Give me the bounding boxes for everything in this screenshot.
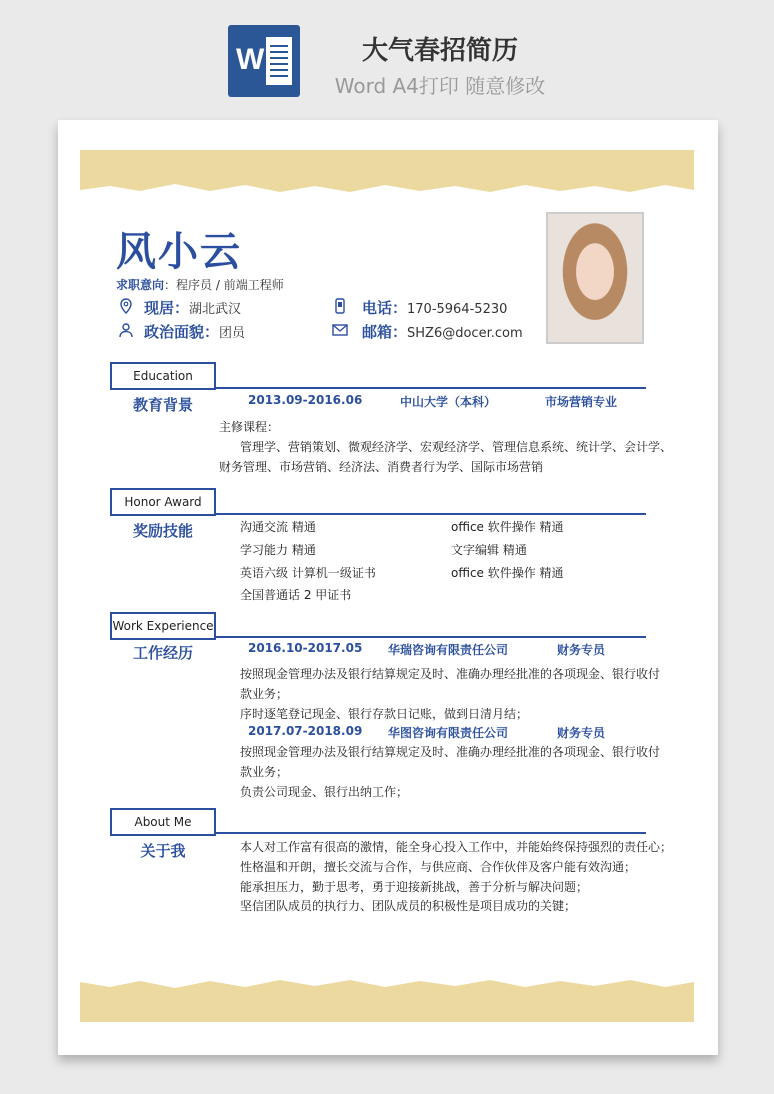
job-1-line: 序时逐笔登记现金、银行存款日记账，做到日清月结；: [240, 707, 529, 721]
courses-line-2: 财务管理、市场营销、经济法、消费者行为学、国际市场营销: [219, 460, 544, 474]
job-2-position: 财务专员: [557, 726, 606, 740]
word-icon: [228, 25, 300, 97]
about-heading-en: About Me: [110, 808, 216, 836]
profile-photo: [546, 212, 644, 344]
job-2-company: 华图咨询有限责任公司: [388, 726, 509, 740]
honor-divider: [214, 513, 646, 515]
honor-item: 沟通交流 精通: [240, 520, 316, 534]
person-icon: [118, 322, 134, 338]
education-divider: [214, 387, 646, 389]
about-heading-cn: 关于我: [140, 842, 186, 860]
politics-value: 团员: [219, 326, 246, 341]
courses-label: 主修课程：: [219, 420, 280, 434]
job-2-line: 负责公司现金、银行出纳工作；: [240, 785, 409, 799]
honor-item: 学习能力 精通: [240, 543, 316, 557]
location-value: 湖北武汉: [189, 302, 242, 317]
location-icon: [118, 298, 134, 314]
honor-item: office 软件操作 精通: [451, 566, 564, 580]
honor-item: 全国普通话 2 甲证书: [240, 588, 352, 602]
bottom-tape-decoration: [80, 978, 694, 1022]
job-2-line: 款业务；: [240, 765, 289, 779]
banner-title: 大气春招简历: [361, 36, 518, 66]
about-line: 性格温和开朗，擅长交流与合作，与供应商、合作伙伴及客户能有效沟通；: [240, 860, 637, 874]
education-heading-cn: 教育背景: [132, 396, 193, 414]
email-row: [362, 321, 523, 342]
about-line: 坚信团队成员的执行力、团队成员的积极性是项目成功的关键；: [240, 899, 577, 913]
politics-row: [144, 321, 245, 342]
work-heading-en: Work Experience: [110, 612, 216, 640]
word-doc-glyph: [266, 37, 292, 85]
top-tape-decoration: [80, 150, 694, 194]
education-period: 2013.09-2016.06: [248, 393, 363, 407]
job-intent: [116, 276, 284, 293]
candidate-name: 风小云: [116, 229, 242, 275]
location-label: 现居：: [144, 299, 190, 317]
word-icon-letter: W: [236, 43, 265, 76]
politics-label: 政治面貌：: [144, 323, 220, 341]
honor-item: office 软件操作 精通: [451, 520, 564, 534]
job-intent-label: 求职意向: [116, 278, 165, 292]
education-major: 市场营销专业: [545, 395, 618, 409]
phone-row: [362, 297, 507, 318]
education-school: 中山大学（本科）: [400, 395, 497, 409]
phone-label: 电话：: [362, 299, 408, 317]
honor-heading-en: Honor Award: [110, 488, 216, 516]
location-row: [144, 297, 241, 318]
job-2-line: 按照现金管理办法及银行结算规定及时、准确办理经批准的各项现金、银行收付: [240, 745, 661, 759]
education-heading-en: Education: [110, 362, 216, 390]
about-divider: [214, 832, 646, 834]
work-divider: [214, 636, 646, 638]
email-value: SHZ6@docer.com: [407, 326, 523, 341]
work-heading-cn: 工作经历: [132, 644, 193, 662]
about-line: 能承担压力，勤于思考，勇于迎接新挑战，善于分析与解决问题；: [240, 880, 589, 894]
job-1-line: 款业务；: [240, 687, 289, 701]
email-label: 邮箱：: [362, 323, 408, 341]
mail-icon: [332, 322, 348, 338]
honor-heading-cn: 奖励技能: [132, 522, 193, 540]
phone-icon: [332, 298, 348, 314]
job-1-position: 财务专员: [557, 643, 606, 657]
banner-subtitle: Word A4打印 随意修改: [334, 74, 546, 98]
job-2-period: 2017.07-2018.09: [248, 724, 363, 738]
job-intent-value: ：程序员 / 前端工程师: [164, 278, 284, 292]
phone-value: 170-5964-5230: [407, 302, 508, 317]
job-1-company: 华瑞咨询有限责任公司: [388, 643, 509, 657]
honor-item: 英语六级 计算机一级证书: [240, 566, 376, 580]
resume-page: [58, 120, 718, 1055]
courses-line-1: 管理学、营销策划、微观经济学、宏观经济学、管理信息系统、统计学、会计学、: [240, 440, 673, 454]
about-line: 本人对工作富有很高的激情，能全身心投入工作中，并能始终保持强烈的责任心；: [240, 840, 673, 854]
job-1-period: 2016.10-2017.05: [248, 641, 363, 655]
job-1-line: 按照现金管理办法及银行结算规定及时、准确办理经批准的各项现金、银行收付: [240, 667, 661, 681]
honor-item: 文字编辑 精通: [451, 543, 527, 557]
